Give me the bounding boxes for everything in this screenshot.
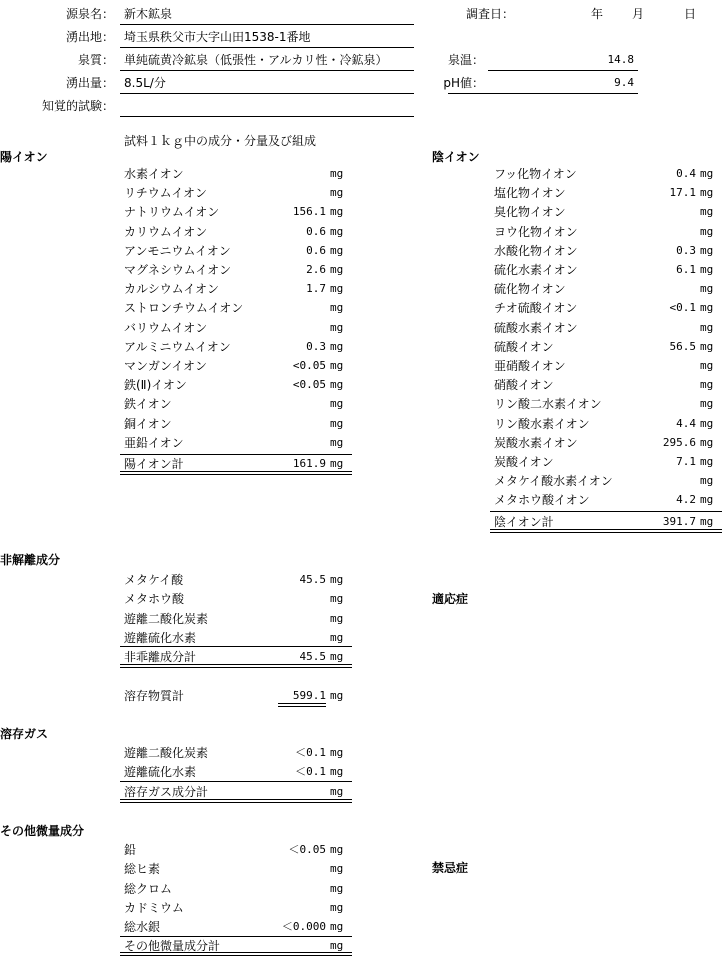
- anion-row-unit: mg: [700, 320, 714, 334]
- divider: [120, 24, 414, 25]
- cation-row-unit: mg: [330, 205, 344, 219]
- cation-row-name: バリウムイオン: [124, 320, 208, 335]
- cation-row-name: 水素イオン: [124, 167, 184, 181]
- double-rule: [120, 664, 352, 668]
- anion-row-name: ヨウ化物イオン: [494, 224, 578, 239]
- nondissociated-row-unit: mg: [330, 630, 344, 644]
- double-rule: [120, 799, 352, 803]
- anion-row-name: 炭酸イオン: [494, 455, 554, 469]
- anion-row-value: 4.4: [676, 416, 696, 430]
- cations-total-value: 161.9: [292, 457, 326, 470]
- temp-value: 14.8: [607, 53, 634, 66]
- anion-row-unit: mg: [700, 243, 714, 257]
- anion-row-name: 硫酸水素イオン: [494, 320, 578, 335]
- gases-heading: 溶存ガス: [0, 727, 49, 741]
- anion-row-name: メタケイ酸水素イオン: [494, 474, 613, 489]
- divider: [120, 936, 352, 937]
- survey-year: 年: [591, 7, 604, 21]
- unit-label: mg: [330, 939, 344, 952]
- cation-row-unit: mg: [330, 167, 344, 180]
- cation-row-value: 0.6: [306, 243, 326, 257]
- divider: [448, 93, 638, 94]
- anion-row-name: 臭化物イオン: [494, 205, 566, 220]
- cation-row-unit: mg: [330, 416, 344, 430]
- cations-heading: 陽イオン: [0, 150, 48, 164]
- sensory-label: 知覚的試験：: [41, 99, 114, 113]
- anion-row-unit: mg: [700, 301, 714, 315]
- contraindications-heading: 禁忌症: [432, 861, 469, 875]
- cation-row-name: アルミニウムイオン: [124, 339, 231, 354]
- cation-row-unit: mg: [330, 282, 344, 296]
- cation-row-value: <0.05: [292, 378, 326, 392]
- flow-label: 湧出量：: [65, 76, 114, 90]
- cation-row-unit: mg: [330, 186, 344, 200]
- cation-row-value: 0.3: [306, 339, 326, 353]
- cation-row-value: 156.1: [292, 205, 326, 219]
- anion-row-unit: mg: [700, 493, 714, 507]
- unit-label: mg: [330, 650, 344, 663]
- anion-row-name: フッ化物イオン: [494, 167, 577, 181]
- double-rule: [120, 952, 352, 956]
- cation-row-unit: mg: [330, 397, 344, 411]
- anion-row-value: 295.6: [662, 435, 696, 449]
- cation-row-unit: mg: [330, 339, 344, 353]
- location-label: 湧出地：: [65, 30, 114, 44]
- cation-row-name: リチウムイオン: [124, 186, 208, 201]
- unit-label: mg: [330, 785, 344, 798]
- trace-row-unit: mg: [330, 843, 344, 856]
- trace-row-unit: mg: [330, 900, 344, 914]
- cation-row-value: 0.6: [306, 224, 326, 238]
- anion-row-unit: mg: [700, 186, 714, 200]
- anion-row-unit: mg: [700, 397, 714, 411]
- anion-row-unit: mg: [700, 339, 714, 353]
- cation-row-name: ナトリウムイオン: [124, 205, 220, 220]
- cation-row-unit: mg: [330, 224, 344, 238]
- anion-row-value: 0.3: [676, 243, 696, 257]
- anion-row-name: リン酸水素イオン: [494, 416, 590, 431]
- trace-row-unit: mg: [330, 920, 344, 934]
- dissolved-total-label: 溶存物質計: [124, 689, 185, 703]
- trace-row-unit: mg: [330, 862, 344, 876]
- trace-heading: その他微量成分: [0, 824, 85, 838]
- divider: [120, 47, 414, 48]
- nondissociated-row-name: 遊離二酸化炭素: [124, 611, 209, 626]
- gas-row-value: ＜0.1: [295, 765, 326, 779]
- nondissociated-total-label: 非乖離成分計: [124, 650, 197, 664]
- double-rule: [490, 529, 722, 533]
- anion-row-name: リン酸二水素イオン: [494, 397, 602, 412]
- cation-row-value: 2.6: [306, 263, 326, 276]
- trace-row-value: ＜0.05: [288, 843, 326, 856]
- cation-row-name: 鉄(Ⅱ)イオン: [124, 378, 187, 393]
- gas-row-unit: mg: [330, 746, 344, 759]
- nondissociated-row-unit: mg: [330, 573, 344, 586]
- anion-row-name: 炭酸水素イオン: [494, 435, 578, 450]
- trace-row-name: 総クロム: [124, 881, 173, 896]
- anion-row-name: 硫酸イオン: [494, 339, 554, 354]
- unit-label: mg: [330, 689, 344, 702]
- nondissociated-row-name: メタホウ酸: [124, 592, 185, 607]
- gas-row-value: ＜0.1: [295, 746, 326, 759]
- cation-row-unit: mg: [330, 301, 344, 315]
- nondissociated-row-name: メタケイ酸: [124, 573, 184, 587]
- cation-row-unit: mg: [330, 320, 344, 334]
- divider: [120, 93, 414, 94]
- anion-row-unit: mg: [700, 224, 714, 238]
- gas-row-name: 遊離二酸化炭素: [124, 746, 209, 760]
- cation-row-name: カリウムイオン: [124, 224, 208, 239]
- cation-row-value: 1.7: [306, 282, 326, 296]
- cations-total-label: 陽イオン計: [124, 457, 184, 471]
- anion-row-value: 7.1: [676, 455, 696, 468]
- anion-row-value: 0.4: [676, 167, 696, 180]
- temp-label: 泉温：: [447, 53, 484, 67]
- nondissociated-row-value: 45.5: [299, 573, 326, 586]
- divider: [120, 454, 352, 455]
- quality: 単純硫黄冷鉱泉（低張性・アルカリ性・冷鉱泉）: [124, 53, 388, 67]
- anion-row-unit: mg: [700, 455, 714, 468]
- anion-row-value: 56.5: [669, 339, 696, 353]
- anion-row-unit: mg: [700, 378, 714, 392]
- cation-row-name: ストロンチウムイオン: [124, 301, 244, 316]
- divider: [120, 116, 414, 117]
- anion-row-unit: mg: [700, 474, 714, 488]
- anion-row-unit: mg: [700, 435, 714, 449]
- trace-row-name: 鉛: [124, 843, 137, 857]
- flow: 8.5L/分: [124, 76, 166, 90]
- nondissociated-row-name: 遊離硫化水素: [124, 630, 197, 645]
- anion-row-name: 硫化物イオン: [494, 282, 566, 297]
- location: 埼玉県秩父市大字山田1538-1番地: [124, 30, 311, 44]
- anion-row-unit: mg: [700, 205, 714, 219]
- cation-row-name: 亜鉛イオン: [124, 435, 184, 450]
- anion-row-unit: mg: [700, 359, 714, 372]
- nondissociated-row-unit: mg: [330, 611, 344, 625]
- nondissociated-total-value: 45.5: [299, 650, 326, 663]
- anion-row-value: 4.2: [676, 493, 696, 507]
- divider: [490, 511, 722, 512]
- anion-row-name: 塩化物イオン: [494, 186, 566, 201]
- unit-label: mg: [700, 515, 714, 528]
- cation-row-value: <0.05: [292, 359, 326, 372]
- anion-row-name: 亜硝酸イオン: [494, 359, 566, 373]
- anion-row-unit: mg: [700, 167, 714, 180]
- analysis-subtitle: 試料１ｋｇ中の成分・分量及び組成: [124, 134, 317, 148]
- gases-total-label: 溶存ガス成分計: [124, 785, 209, 799]
- trace-row-value: ＜0.000: [281, 920, 326, 934]
- divider: [488, 70, 638, 71]
- anions-total-label: 陰イオン計: [494, 515, 554, 529]
- cation-row-unit: mg: [330, 378, 344, 392]
- divider: [120, 70, 414, 71]
- gas-row-unit: mg: [330, 765, 344, 779]
- ph-label: pH値：: [443, 76, 484, 90]
- unit-label: mg: [330, 457, 344, 470]
- cation-row-name: カルシウムイオン: [124, 282, 219, 297]
- cation-row-unit: mg: [330, 359, 344, 372]
- cation-row-name: マンガンイオン: [124, 359, 208, 373]
- cation-row-name: アンモニウムイオン: [124, 243, 231, 258]
- trace-row-name: 総ヒ素: [124, 862, 161, 877]
- survey-day: 日: [684, 7, 697, 21]
- anion-row-name: チオ硫酸イオン: [494, 301, 578, 316]
- cation-row-unit: mg: [330, 263, 344, 276]
- nondissociated-row-unit: mg: [330, 592, 344, 606]
- gas-row-name: 遊離硫化水素: [124, 765, 197, 780]
- ph-value: 9.4: [614, 76, 634, 89]
- nondissociated-heading: 非解離成分: [0, 553, 61, 567]
- anion-row-name: 硝酸イオン: [494, 378, 554, 393]
- cation-row-unit: mg: [330, 243, 344, 257]
- anion-row-name: メタホウ酸イオン: [494, 493, 590, 508]
- double-rule: [120, 471, 352, 475]
- survey-month: 月: [632, 7, 645, 21]
- trace-row-name: 総水銀: [124, 920, 161, 935]
- anion-row-value: <0.1: [669, 301, 696, 315]
- trace-total-label: その他微量成分計: [124, 939, 221, 953]
- survey-date-label: 調査日：: [466, 7, 515, 21]
- anion-row-unit: mg: [700, 282, 714, 296]
- trace-row-name: カドミウム: [124, 900, 184, 915]
- cation-row-name: マグネシウムイオン: [124, 263, 232, 277]
- anions-total-value: 391.7: [662, 515, 696, 528]
- trace-row-unit: mg: [330, 881, 344, 895]
- anion-row-unit: mg: [700, 416, 714, 430]
- source-name-label: 源泉名：: [65, 7, 114, 21]
- divider: [120, 781, 352, 782]
- anion-row-value: 6.1: [676, 263, 696, 276]
- double-rule: [278, 703, 326, 707]
- indications-heading: 適応症: [432, 592, 469, 606]
- cation-row-name: 鉄イオン: [124, 397, 172, 412]
- cation-row-unit: mg: [330, 435, 344, 449]
- anions-heading: 陰イオン: [432, 150, 480, 164]
- anion-row-name: 硫化水素イオン: [494, 263, 578, 277]
- source-name: 新木鉱泉: [124, 7, 173, 21]
- anion-row-name: 水酸化物イオン: [494, 243, 578, 258]
- anion-row-unit: mg: [700, 263, 714, 276]
- cation-row-name: 銅イオン: [124, 416, 172, 431]
- divider: [120, 646, 352, 647]
- dissolved-total-value: 599.1: [292, 689, 326, 702]
- quality-label: 泉質：: [77, 53, 114, 67]
- anion-row-value: 17.1: [669, 186, 696, 200]
